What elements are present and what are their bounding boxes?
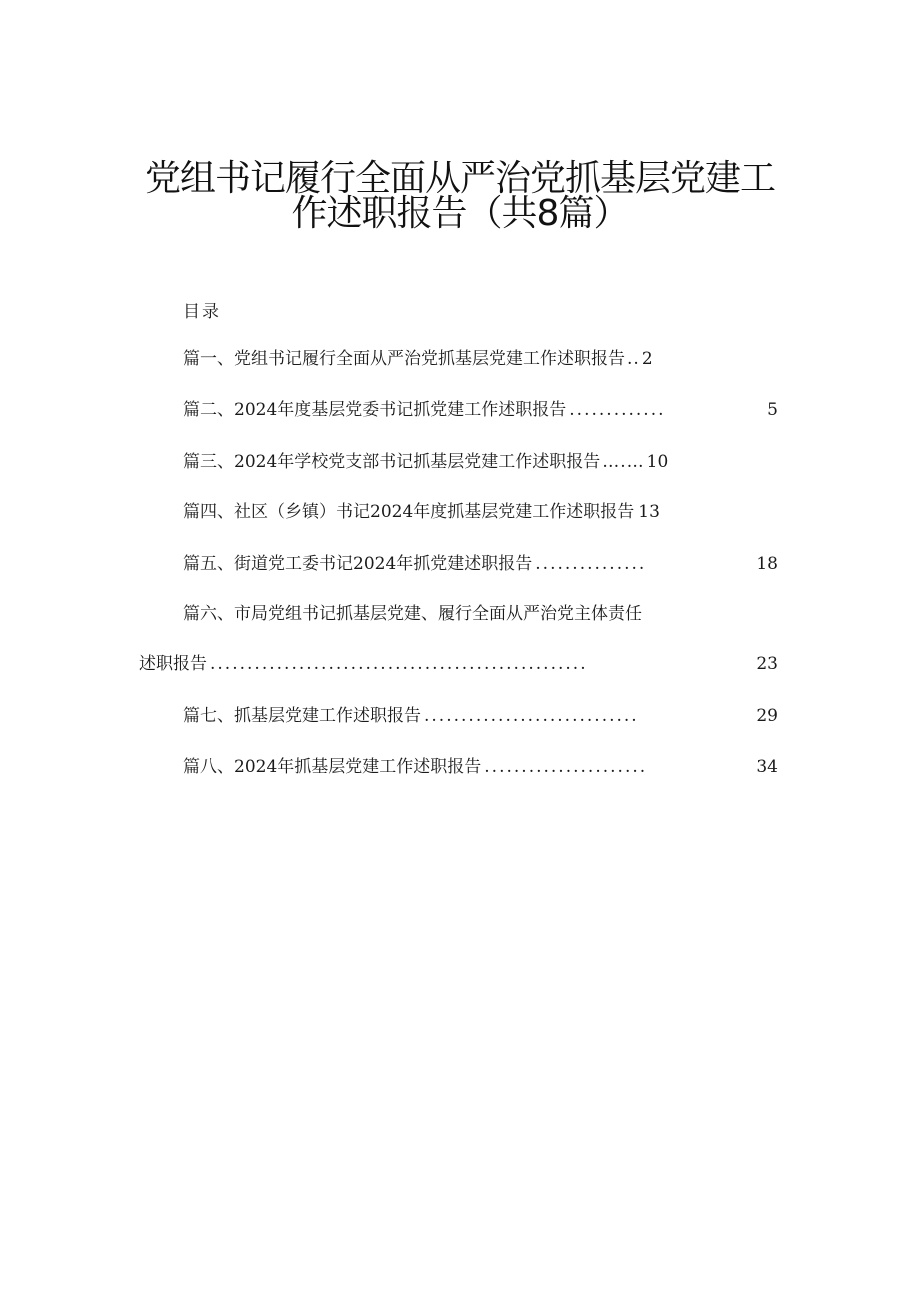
toc-entry-leader: ............................. <box>424 706 639 726</box>
toc-entry-text: 篇八、2024年抓基层党建工作述职报告 <box>183 757 482 777</box>
toc-entry-leader: ............. <box>569 400 666 420</box>
toc-heading: 目录 <box>183 302 221 322</box>
toc-entry-page: 23 <box>756 654 778 674</box>
toc-entry-text: 篇七、抓基层党建工作述职报告 <box>183 706 421 726</box>
toc-entry-1[interactable] <box>183 347 778 371</box>
toc-entry-text: 篇三、2024年学校党支部书记抓基层党建工作述职报告 <box>183 452 601 472</box>
toc-entry-text: 篇六、市局党组书记抓基层党建、履行全面从严治党主体责任 <box>183 604 642 624</box>
toc-entry-2[interactable] <box>183 398 778 422</box>
toc-entry-leader: ............... <box>535 554 647 574</box>
toc-entry-6[interactable] <box>183 602 642 626</box>
toc-entry-text: 篇二、2024年度基层党委书记抓党建工作述职报告 <box>183 400 567 420</box>
toc-entry-6-continuation[interactable] <box>139 652 778 676</box>
toc-entry-leader: .. <box>627 349 640 369</box>
toc-entry-text-continuation: 述职报告 <box>139 654 207 674</box>
toc-entry-8[interactable] <box>183 755 778 779</box>
toc-entry-text: 篇一、党组书记履行全面从严治党抓基层党建工作述职报告 <box>183 349 625 369</box>
document-title-line-1: 党组书记履行全面从严治党抓基层党建工 <box>144 158 775 199</box>
toc-entry-3[interactable] <box>183 450 778 474</box>
toc-entry-page: 2 <box>641 349 653 369</box>
toc-entry-page: 5 <box>767 400 778 420</box>
toc-entry-text: 篇五、街道党工委书记2024年抓党建述职报告 <box>183 554 533 574</box>
document-title-line-2: 作述职报告（共8篇） <box>291 193 629 234</box>
toc-entry-page: 13 <box>638 502 660 522</box>
toc-entry-leader: ...................... <box>484 757 648 777</box>
toc-entry-page: 34 <box>756 757 778 777</box>
toc-entry-5[interactable] <box>183 552 778 576</box>
toc-entry-text: 篇四、社区（乡镇）书记2024年度抓基层党建工作述职报告 <box>183 502 635 522</box>
toc-entry-7[interactable] <box>183 704 778 728</box>
toc-entry-page: 18 <box>756 554 778 574</box>
toc-entry-4[interactable] <box>183 500 778 524</box>
toc-entry-page: 29 <box>756 706 778 726</box>
toc-entry-leader: ................................................... <box>210 654 588 674</box>
toc-entry-page: 10 <box>646 452 669 472</box>
toc-entry-leader: ….… <box>602 452 645 472</box>
